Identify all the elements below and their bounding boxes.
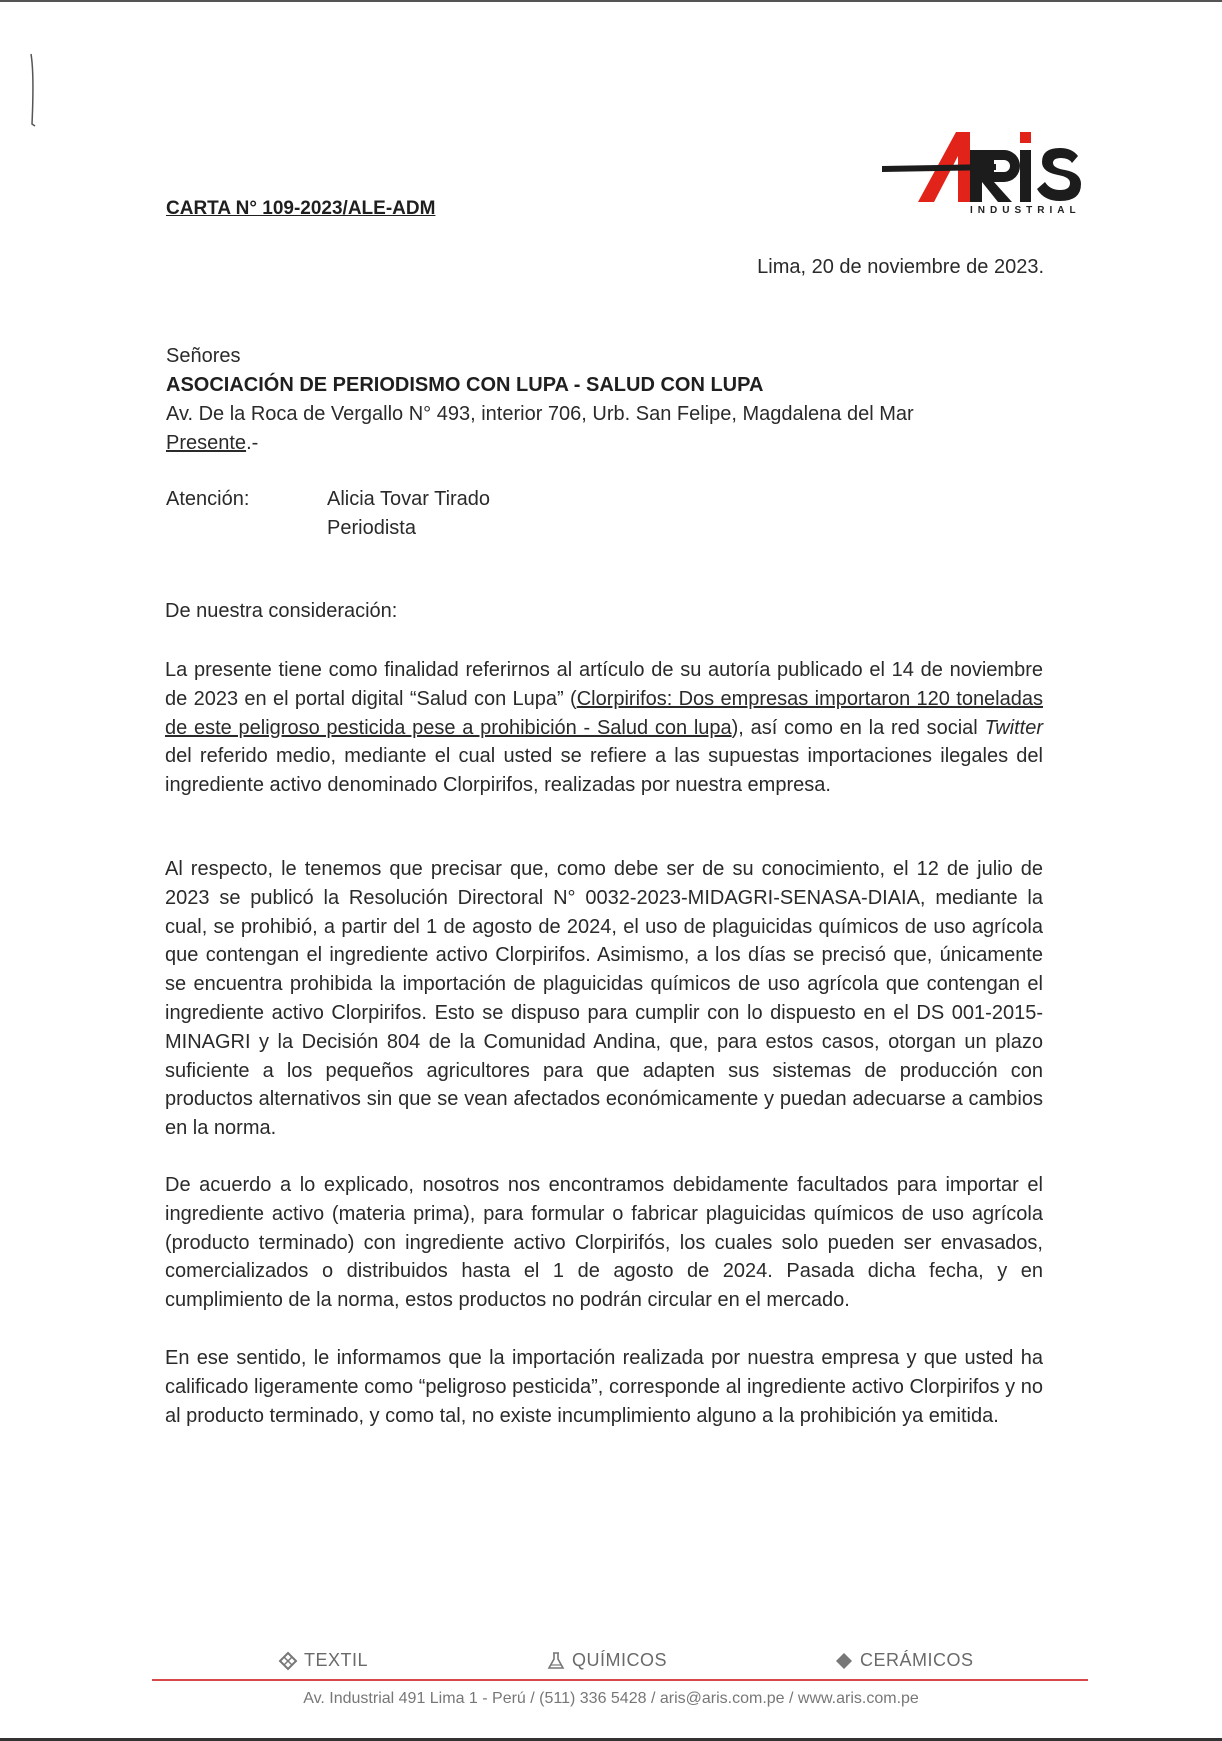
footer-category-ceramicos [834, 1650, 974, 1671]
greeting: De nuestra consideración: [165, 600, 398, 622]
p1-text-c: del referido medio, mediante el cual usted se refiere a las supuestas importaciones ilegales del ingrediente activo denominado Clorpirifos, realizadas por nuestra empresa. [165, 745, 1043, 797]
attention-block [327, 485, 490, 543]
article-link[interactable]: Clorpirifos: Dos empresas importaron 120 toneladas de este peligroso pesticida pese a prohibición - Salud con lupa [165, 687, 1043, 739]
p1-text-b: ), así como en la red social [731, 716, 985, 739]
attention-name: Alicia Tovar Tirado [327, 488, 491, 510]
presente-word: Presente [166, 432, 247, 454]
scan-top-edge [0, 0, 1222, 2]
recipient-salutation: Señores [166, 345, 241, 367]
p1-text-a: La presente tiene como finalidad referirnos al artículo de su autoría publicado el 14 de noviembre de 2023 en el portal digital “Salud con Lupa” ( [165, 659, 1043, 710]
footer-categories [0, 1650, 1222, 1676]
tile-icon [834, 1651, 854, 1671]
logo-subtitle: INDUSTRIAL [970, 205, 1081, 216]
attention-label: Atención: [166, 488, 250, 510]
paragraph-2: Al respecto, le tenemos que precisar que, como debe ser de su conocimiento, el 12 de julio de 2023 se publicó la Resolución Directoral N° 0032-2023-MIDAGRI-SENASA-DIAIA, mediante la cual, se prohibió, a partir del 1 de agosto de 2024, el uso de plaguicidas químicos de uso agrícola que contengan el ingrediente activo Clorpirifos. Asimismo, a los días se precisó que, únicamente se encuentra prohibida la importación de plaguicidas químicos de uso agrícola que contengan el ingrediente activo Clorpirifos. Esto se dispuso para cumplir con lo dispuesto en el DS 001-2015-MINAGRI y la Decisión 804 de la Comunidad Andina, que, para estos casos, otorgan un plazo suficiente a los pequeños agricultores para que adapten sus sistemas de producción con productos alternativos sin que se vean afectados económicamente y puedan adecuarse a cambios en la norma. [165, 858, 1043, 1140]
recipient-block [166, 342, 1066, 458]
footer-category-textil [278, 1650, 368, 1671]
category-label: TEXTIL [304, 1650, 369, 1670]
recipient-presente [166, 429, 1066, 458]
p1-twitter: Twitter [984, 716, 1043, 739]
margin-mark [28, 52, 38, 128]
recipient-organization: ASOCIACIÓN DE PERIODISMO CON LUPA - SALUD CON LUPA [166, 374, 764, 396]
category-label: QUÍMICOS [572, 1650, 668, 1670]
footer-divider [152, 1679, 1088, 1681]
attention-role: Periodista [327, 517, 416, 539]
presente-suffix: .- [246, 432, 259, 454]
letter-reference: CARTA N° 109-2023/ALE-ADM [166, 198, 436, 219]
category-label: CERÁMICOS [860, 1650, 974, 1670]
flask-icon [546, 1651, 566, 1671]
textile-icon [278, 1651, 298, 1671]
aris-logo [878, 110, 1088, 220]
paragraph-1 [165, 656, 1043, 800]
footer-address: Av. Industrial 491 Lima 1 - Perú / (511) 336 5428 / aris@aris.com.pe / www.aris.com.pe [303, 1690, 919, 1707]
recipient-address: Av. De la Roca de Vergallo N° 493, interior 706, Urb. San Felipe, Magdalena del Mar [166, 403, 914, 425]
footer-category-quimicos [546, 1650, 667, 1671]
letter-date: Lima, 20 de noviembre de 2023. [757, 256, 1044, 278]
paragraph-3: De acuerdo a lo explicado, nosotros nos encontramos debidamente facultados para importar el ingrediente activo (materia prima), para formular o fabricar plaguicidas químicos de uso agrícola (producto terminado) con ingrediente activo Clorpirifós, los cuales solo pueden ser envasados, comercializados o distribuidos hasta el 1 de agosto de 2024. Pasada dicha fecha, y en cumplimiento de la norma, estos productos no podrán circular en el mercado. [165, 1174, 1043, 1312]
paragraph-4: En ese sentido, le informamos que la importación realizada por nuestra empresa y que usted ha calificado ligeramente como “peligroso pesticida”, corresponde al ingrediente activo Clorpirifos y no al producto terminado, y como tal, no existe incumplimiento alguno a la prohibición ya emitida. [165, 1347, 1043, 1427]
